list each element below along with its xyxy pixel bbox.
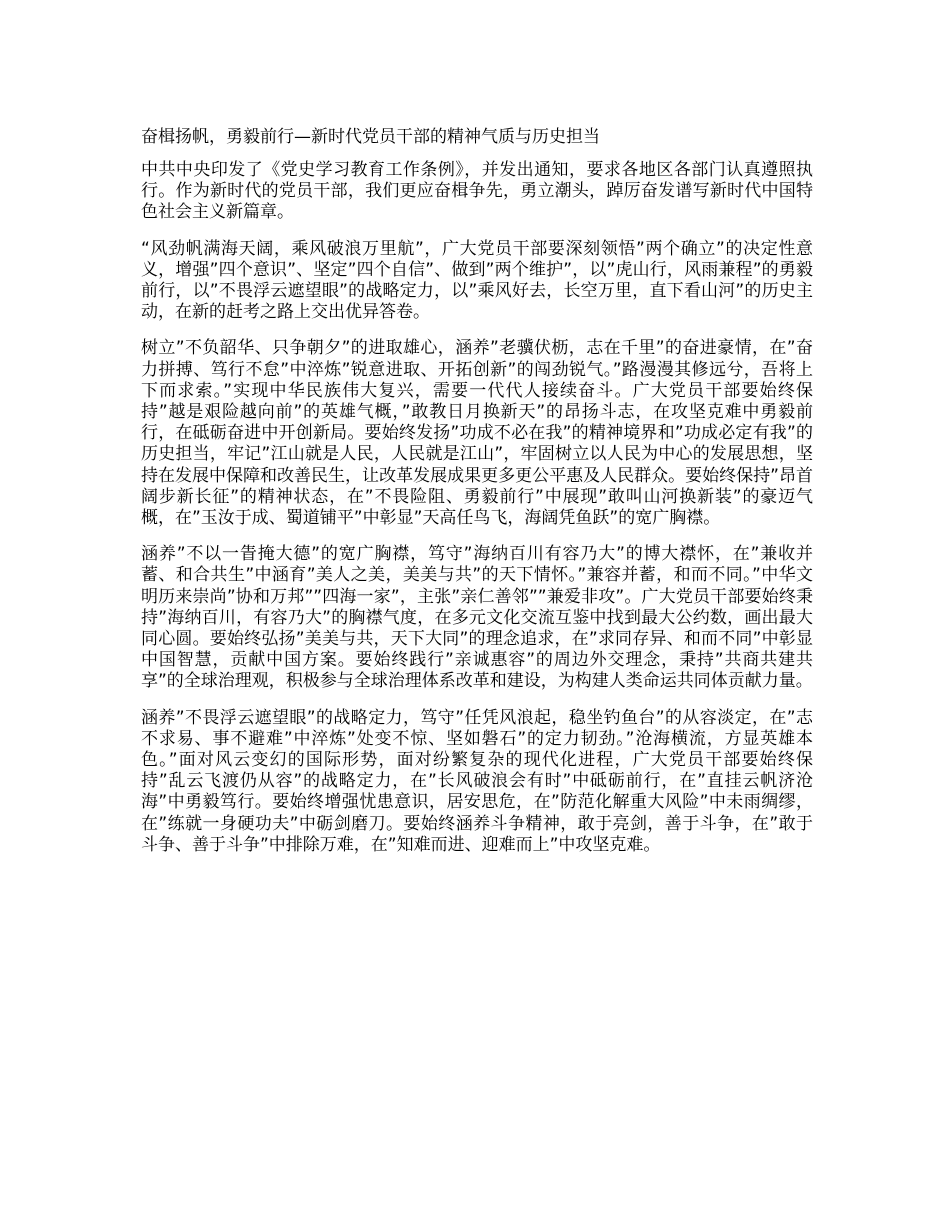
paragraph-1: 中共中央印发了《党史学习教育工作条例》，并发出通知，要求各地区各部门认真遵照执行。作为新时代的党员干部，我们更应奋楫争先，勇立潮头，踔厉奋发谱写新时代中国特色社会主义新篇章。 bbox=[141, 160, 813, 223]
paragraph-5: 涵养”不畏浮云遮望眼”的战略定力，笃守”任凭风浪起，稳坐钓鱼台”的从容淡定，在”志不求易、事不避难”中淬炼”处变不惊、坚如磐石”的定力韧劲。”沧海横流，方显英雄本色。”面对风云变幻的国际形势，面对纷繁复杂的现代化进程，广大党员干部要始终保持”乱云飞渡仍从容”的战略定力，在”长风破浪会有时”中砥砺前行，在”直挂云帆济沧海”中勇毅笃行。要始终增强忧患意识，居安思危，在”防范化解重大风险”中未雨绸缪，在”练就一身硬功夫”中砺剑磨刀。要始终涵养斗争精神，敢于亮剑，善于斗争，在”敢于斗争、善于斗争”中排除万难，在”知难而进、迎难而上”中攻坚克难。 bbox=[141, 707, 813, 855]
paragraph-2: “风劲帆满海天阔，乘风破浪万里航”，广大党员干部要深刻领悟”两个确立”的决定性意义，增强”四个意识”、坚定”四个自信”、做到”两个维护”，以”虎山行，风雨兼程”的勇毅前行，以”不畏浮云遮望眼”的战略定力，以”乘风好去，长空万里，直下看山河”的历史主动，在新的赶考之路上交出优异答卷。 bbox=[141, 238, 813, 323]
document-page bbox=[141, 126, 813, 871]
paragraph-4: 涵养”不以一眚掩大德”的宽广胸襟，笃守”海纳百川有容乃大”的博大襟怀，在”兼收并蓄、和合共生”中涵育”美人之美，美美与共”的天下情怀。”兼容并蓄，和而不同。”中华文明历来崇尚”协和万邦””四海一家”，主张”亲仁善邻””兼爱非攻”。广大党员干部要始终秉持”海纳百川，有容乃大”的胸襟气度，在多元文化交流互鉴中找到最大公约数，画出最大同心圆。要始终弘扬”美美与共，天下大同”的理念追求，在”求同存异、和而不同”中彰显中国智慧，贡献中国方案。要始终践行”亲诚惠容”的周边外交理念，秉持”共商共建共享”的全球治理观，积极参与全球治理体系改革和建设，为构建人类命运共同体贡献力量。 bbox=[141, 544, 813, 692]
paragraph-3: 树立”不负韶华、只争朝夕”的进取雄心，涵养”老骥伏枥，志在千里”的奋进豪情，在”奋力拼搏、笃行不怠”中淬炼”锐意进取、开拓创新”的闯劲锐气。”路漫漫其修远兮，吾将上下而求索。”实现中华民族伟大复兴，需要一代代人接续奋斗。广大党员干部要始终保持”越是艰险越向前”的英雄气概，”敢教日月换新天”的昂扬斗志，在攻坚克难中勇毅前行，在砥砺奋进中开创新局。要始终发扬”功成不必在我”的精神境界和”功成必定有我”的历史担当，牢记”江山就是人民，人民就是江山”，牢固树立以人民为中心的发展思想，坚持在发展中保障和改善民生，让改革发展成果更多更公平惠及人民群众。要始终保持”昂首阔步新长征”的精神状态，在”不畏险阻、勇毅前行”中展现”敢叫山河换新装”的豪迈气概，在”玉汝于成、蜀道铺平”中彰显”天高任鸟飞，海阔凭鱼跃”的宽广胸襟。 bbox=[141, 338, 813, 529]
document-title: 奋楫扬帆，勇毅前行—新时代党员干部的精神气质与历史担当 bbox=[141, 127, 600, 147]
